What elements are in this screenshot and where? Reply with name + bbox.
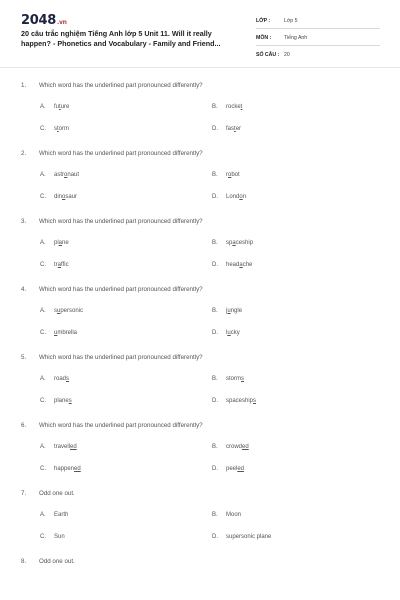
meta-class-row [256,15,380,29]
word-part: fas [226,126,235,132]
option-key: D. [212,534,218,540]
answer-option[interactable] [212,194,246,200]
answer-option[interactable] [212,308,242,314]
site-logo[interactable] [21,13,67,28]
question-number: 1. [21,82,27,89]
option-word [226,512,241,518]
option-word [226,330,240,336]
option-key: B. [212,308,218,314]
word-part: Lond [226,194,240,200]
answer-option[interactable] [212,512,241,518]
underlined-part: a [239,262,243,268]
option-word [226,194,246,200]
question-text: Which word has the underlined part pronounced differently? [39,422,203,429]
underlined-part: o [228,172,232,178]
question-item [0,354,400,422]
word-part: travell [54,444,71,450]
option-word [54,126,69,132]
count-value: 20 [284,52,290,58]
option-word [54,104,69,110]
question-list [0,82,400,569]
underlined-part: u [227,308,231,314]
word-part: mbrella [57,330,78,336]
answer-option[interactable] [212,466,244,472]
word-part: rocke [226,104,241,110]
question-item [0,82,400,150]
option-word [226,534,271,540]
word-part: r [226,172,228,178]
word-part: crowd [226,444,243,450]
question-item [0,286,400,354]
option-key: B. [212,104,218,110]
answer-option[interactable] [40,330,77,336]
option-word [54,308,83,314]
word-part: cky [230,330,240,336]
word-part: l [226,330,228,336]
underlined-part: t [57,126,59,132]
option-key: A. [40,444,46,450]
option-key: A. [40,376,46,382]
option-word [54,398,72,404]
word-part: supersonic plane [226,534,272,540]
answer-options [0,104,400,150]
answer-option[interactable] [40,126,69,132]
underlined-part: o [239,194,243,200]
option-word [226,172,240,178]
answer-option[interactable] [40,104,69,110]
question-item [0,422,400,490]
answer-option[interactable] [212,240,253,246]
option-word [226,308,242,314]
answer-option[interactable] [212,262,252,268]
page-header [0,0,400,64]
question-text: Which word has the underlined part pronounced differently? [39,286,203,293]
option-word [226,466,244,472]
question-text: Odd one out. [39,558,75,565]
word-part: che [242,262,253,268]
option-key: B. [212,172,218,178]
word-part: s [54,126,57,132]
answer-option[interactable] [40,512,68,518]
question-item [0,150,400,218]
word-part: peel [226,466,238,472]
word-part: saur [65,194,78,200]
word-part: ure [60,104,70,110]
word-part: er [235,126,242,132]
word-part: Earth [54,512,69,518]
option-word [226,262,252,268]
option-key: C. [40,398,46,404]
option-word [54,534,65,540]
title-line-2: happen? - Phonetics and Vocabulary - Family and Friend... [21,39,221,48]
option-key: C. [40,330,46,336]
word-part: n [242,194,247,200]
option-key: B. [212,240,218,246]
answer-option[interactable] [212,398,256,404]
option-key: C. [40,262,46,268]
answer-options [0,512,400,558]
underlined-part: s [68,398,72,404]
option-key: B. [212,376,218,382]
question-number: 7. [21,490,27,497]
question-header [0,218,400,229]
underlined-part: a [58,240,63,246]
class-label: LỚP : [256,18,271,24]
title-line-1: 20 câu trắc nghiệm Tiếng Anh lớp 5 Unit 11. Will it really [21,29,212,38]
option-key: D. [212,330,218,336]
underlined-part: t [240,104,243,110]
word-part: ne [62,240,69,246]
question-item [0,558,400,569]
option-word [54,376,69,382]
option-key: D. [212,262,218,268]
underlined-part: s [66,376,70,382]
word-part: naut [67,172,80,178]
option-key: B. [212,512,218,518]
question-text: Which word has the underlined part pronounced differently? [39,150,203,157]
answer-option[interactable] [40,194,77,200]
option-key: A. [40,104,46,110]
answer-options [0,444,400,490]
option-key: B. [212,444,218,450]
option-key: D. [212,398,218,404]
option-key: A. [40,308,46,314]
word-part: s [54,308,57,314]
answer-option[interactable] [212,172,240,178]
header-divider [0,67,400,68]
underlined-part: t [234,126,236,132]
question-number: 2. [21,150,27,157]
underlined-part: t [59,104,61,110]
word-part: fu [54,104,60,110]
question-header [0,150,400,161]
answer-options [0,240,400,286]
word-part: road [54,376,67,382]
question-number: 3. [21,218,27,225]
word-part: personic [60,308,84,314]
question-text: Odd one out. [39,490,75,497]
word-part: head [226,262,240,268]
option-word [226,376,244,382]
underlined-part: ed [237,466,245,472]
word-part: j [226,308,228,314]
option-key: D. [212,126,218,132]
logo-text: 2048 [21,13,56,28]
question-item [0,490,400,558]
word-part: tr [54,262,58,268]
word-part: storm [226,376,241,382]
underlined-part: ed [74,466,81,472]
option-word [54,466,81,472]
word-part: orm [58,126,70,132]
meta-count-row [256,49,380,62]
answer-option[interactable] [212,376,244,382]
underlined-part: o [64,172,68,178]
word-part: pl [54,240,59,246]
underlined-part: o [62,194,66,200]
answer-option[interactable] [40,534,65,540]
answer-option[interactable] [40,398,72,404]
answer-option[interactable] [40,172,79,178]
answer-option[interactable] [212,126,241,132]
option-key: A. [40,240,46,246]
option-word [226,104,242,110]
option-key: D. [212,194,218,200]
class-value: Lớp 5 [284,18,298,24]
option-key: A. [40,512,46,518]
question-text: Which word has the underlined part pronounced differently? [39,218,203,225]
option-key: C. [40,534,46,540]
question-text: Which word has the underlined part pronounced differently? [39,354,203,361]
page-title [21,29,249,49]
answer-option[interactable] [40,308,83,314]
option-word [54,330,77,336]
answer-option[interactable] [40,466,81,472]
option-word [54,172,79,178]
question-header [0,82,400,93]
logo-suffix: .vn [56,19,67,26]
subject-label: MÔN : [256,35,272,41]
question-header [0,422,400,433]
question-number: 6. [21,422,27,429]
underlined-part: u [57,308,61,314]
question-number: 5. [21,354,27,361]
underlined-part: ed [242,444,249,450]
option-key: A. [40,172,46,178]
word-part: ngle [230,308,243,314]
question-item [0,218,400,286]
question-header [0,354,400,365]
word-part: sp [226,240,233,246]
option-word [54,512,68,518]
answer-options [0,308,400,354]
option-key: C. [40,126,46,132]
option-key: C. [40,466,46,472]
underlined-part: u [227,330,231,336]
count-label: SỐ CÂU : [256,52,280,58]
word-part: ffic [61,262,69,268]
underlined-part: u [54,330,58,336]
answer-option[interactable] [40,444,77,450]
option-word [226,398,256,404]
answer-option[interactable] [212,330,240,336]
question-number: 4. [21,286,27,293]
answer-option[interactable] [212,444,249,450]
answer-option[interactable] [40,240,69,246]
question-header [0,286,400,297]
answer-option[interactable] [40,262,69,268]
option-word [54,194,77,200]
option-word [54,240,69,246]
word-part: Sun [54,534,65,540]
word-part: din [54,194,63,200]
answer-option[interactable] [40,376,69,382]
meta-subject-row [256,32,380,46]
underlined-part: ed [70,444,77,450]
option-word [54,262,69,268]
word-part: happen [54,466,75,472]
answer-option[interactable] [212,534,271,540]
answer-options [0,172,400,218]
question-header [0,490,400,501]
underlined-part: a [57,262,62,268]
question-number: 8. [21,558,27,565]
underlined-part: a [232,240,236,246]
word-part: spaceship [226,398,254,404]
option-key: C. [40,194,46,200]
word-part: Moon [226,512,242,518]
question-header [0,558,400,569]
word-part: bot [231,172,240,178]
question-text: Which word has the underlined part pronounced differently? [39,82,203,89]
quiz-meta [256,15,380,65]
option-word [226,444,249,450]
answer-options [0,376,400,422]
option-word [54,444,77,450]
word-part: astr [54,172,65,178]
word-part: ceship [235,240,254,246]
underlined-part: s [241,376,244,382]
subject-value: Tiếng Anh [284,35,308,41]
answer-option[interactable] [212,104,242,110]
word-part: plane [54,398,69,404]
option-word [226,126,241,132]
option-word [226,240,253,246]
option-key: D. [212,466,218,472]
underlined-part: s [253,398,257,404]
